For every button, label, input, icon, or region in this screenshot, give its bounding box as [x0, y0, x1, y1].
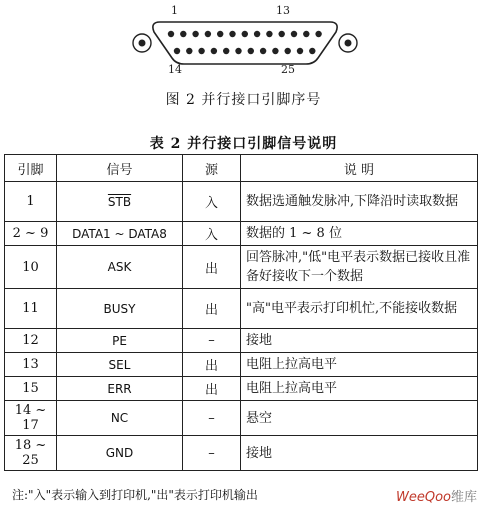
description-cell-text: 接地	[246, 445, 273, 461]
pin-cell	[5, 222, 57, 246]
table-row	[5, 436, 478, 471]
pin-23	[285, 48, 291, 54]
pin-cell-text: 2 ~ 9	[12, 226, 49, 241]
pin-14	[174, 48, 180, 54]
description-cell	[241, 182, 478, 222]
pin-cell	[5, 182, 57, 222]
pin-cell-text: 14 ~ 17	[14, 403, 47, 433]
pin-cell-text: 10	[22, 259, 39, 275]
description-cell	[241, 246, 478, 289]
table-row	[5, 182, 478, 222]
signal-cell	[57, 246, 183, 289]
header-description: 说 明	[241, 155, 478, 182]
source-cell	[183, 329, 241, 353]
pin-cell	[5, 401, 57, 436]
table-header-row	[5, 155, 478, 182]
pin-8	[254, 31, 260, 37]
pin-10	[279, 31, 285, 37]
description-cell	[241, 353, 478, 377]
pin-cell-text: 12	[22, 333, 39, 348]
description-cell	[241, 222, 478, 246]
description-cell-text: 回答脉冲,"低"电平表示数据已接收且准备好接收下一个数据	[246, 250, 471, 284]
watermark-brand: WeeQoo	[395, 490, 451, 505]
pin-1	[168, 31, 174, 37]
source-cell-text: 出	[204, 359, 218, 374]
source-cell	[183, 353, 241, 377]
signal-cell	[57, 353, 183, 377]
pin-13	[315, 31, 321, 37]
pin-3	[192, 31, 198, 37]
pin-24	[297, 48, 303, 54]
source-cell	[183, 222, 241, 246]
table-title: 表 2 并行接口引脚信号说明	[149, 136, 338, 152]
pin-15	[186, 48, 192, 54]
pin-label-25: 25	[281, 63, 295, 76]
table-row	[5, 329, 478, 353]
description-cell	[241, 401, 478, 436]
figure-caption: 图 2 并行接口引脚序号	[165, 92, 322, 108]
pin-25	[309, 48, 315, 54]
pin-cell-text: 18 ~ 25	[14, 438, 47, 468]
pin-18	[223, 48, 229, 54]
pin-cell-text: 1	[26, 194, 35, 209]
signal-cell	[57, 377, 183, 401]
header-source: 源	[183, 155, 241, 182]
pin-20	[248, 48, 254, 54]
source-cell-text: 入	[204, 228, 218, 243]
signal-cell-text: BUSY	[103, 301, 136, 316]
pin-label-13: 13	[276, 4, 290, 17]
source-cell-text: 入	[204, 196, 218, 211]
signal-cell	[57, 436, 183, 471]
source-cell-text: 出	[204, 383, 218, 398]
table-row	[5, 401, 478, 436]
pin-label-14: 14	[168, 63, 182, 76]
pin-12	[303, 31, 309, 37]
table-row	[5, 377, 478, 401]
signal-cell-text: DATA1 ~ DATA8	[72, 226, 167, 241]
db25-connector-diagram	[0, 0, 487, 90]
pin-label-1: 1	[171, 4, 178, 17]
description-cell-text: 数据的 1 ~ 8 位	[246, 226, 342, 241]
source-cell	[183, 182, 241, 222]
pin-cell	[5, 246, 57, 289]
pin-16	[198, 48, 204, 54]
description-cell	[241, 289, 478, 329]
pin-17	[211, 48, 217, 54]
signal-cell-text: ERR	[107, 381, 132, 396]
signal-cell-text: NC	[110, 411, 129, 425]
description-cell-text: 接地	[246, 333, 273, 348]
pin-5	[217, 31, 223, 37]
source-cell-text: –	[208, 445, 215, 461]
source-cell	[183, 377, 241, 401]
pin-9	[266, 31, 272, 37]
source-cell-text: –	[208, 410, 215, 426]
pin-4	[205, 31, 211, 37]
pin-signal-table	[4, 154, 478, 471]
pin-cell-text: 13	[22, 357, 39, 372]
description-cell-text: 数据选通触发脉冲,下降沿时读取数据	[246, 194, 459, 209]
header-signal: 信号	[57, 155, 183, 182]
table-row	[5, 289, 478, 329]
description-cell-text: 电阻上拉高电平	[246, 357, 338, 372]
pin-6	[229, 31, 235, 37]
pin-cell	[5, 377, 57, 401]
signal-cell-text: ASK	[107, 260, 132, 274]
source-cell-text: 出	[204, 303, 218, 318]
pin-7	[242, 31, 248, 37]
pin-22	[272, 48, 278, 54]
signal-cell-text: $\overline{STB}$	[107, 194, 132, 209]
signal-cell-text: GND	[105, 446, 134, 460]
pin-cell-text: 15	[22, 381, 39, 396]
description-cell	[241, 377, 478, 401]
description-cell-text: "高"电平表示打印机忙,不能接收数据	[246, 301, 458, 316]
watermark-suffix: 维库	[450, 490, 477, 505]
source-cell	[183, 436, 241, 471]
signal-cell	[57, 401, 183, 436]
pin-cell-text: 11	[22, 301, 39, 316]
watermark-logo	[396, 486, 477, 505]
header-pin: 引脚	[5, 155, 57, 182]
pin-11	[291, 31, 297, 37]
source-cell-text: –	[208, 333, 215, 348]
pin-2	[180, 31, 186, 37]
source-cell	[183, 246, 241, 289]
signal-cell	[57, 182, 183, 222]
signal-cell	[57, 289, 183, 329]
pin-21	[260, 48, 266, 54]
table-footnote: 注:"入"表示输入到打印机,"出"表示打印机输出	[12, 488, 258, 502]
description-cell	[241, 436, 478, 471]
pin-19	[235, 48, 241, 54]
pin-cell	[5, 289, 57, 329]
signal-cell-text: SEL	[108, 357, 131, 372]
description-cell-text: 电阻上拉高电平	[246, 381, 338, 396]
table-row	[5, 246, 478, 289]
pin-cell	[5, 353, 57, 377]
source-cell-text: 出	[204, 261, 218, 277]
table-row	[5, 353, 478, 377]
description-cell	[241, 329, 478, 353]
pin-cell	[5, 436, 57, 471]
pin-cell	[5, 329, 57, 353]
source-cell	[183, 401, 241, 436]
table-row	[5, 222, 478, 246]
source-cell	[183, 289, 241, 329]
signal-cell	[57, 222, 183, 246]
signal-cell-text: PE	[112, 333, 127, 348]
description-cell-text: 悬空	[246, 410, 273, 426]
signal-cell	[57, 329, 183, 353]
